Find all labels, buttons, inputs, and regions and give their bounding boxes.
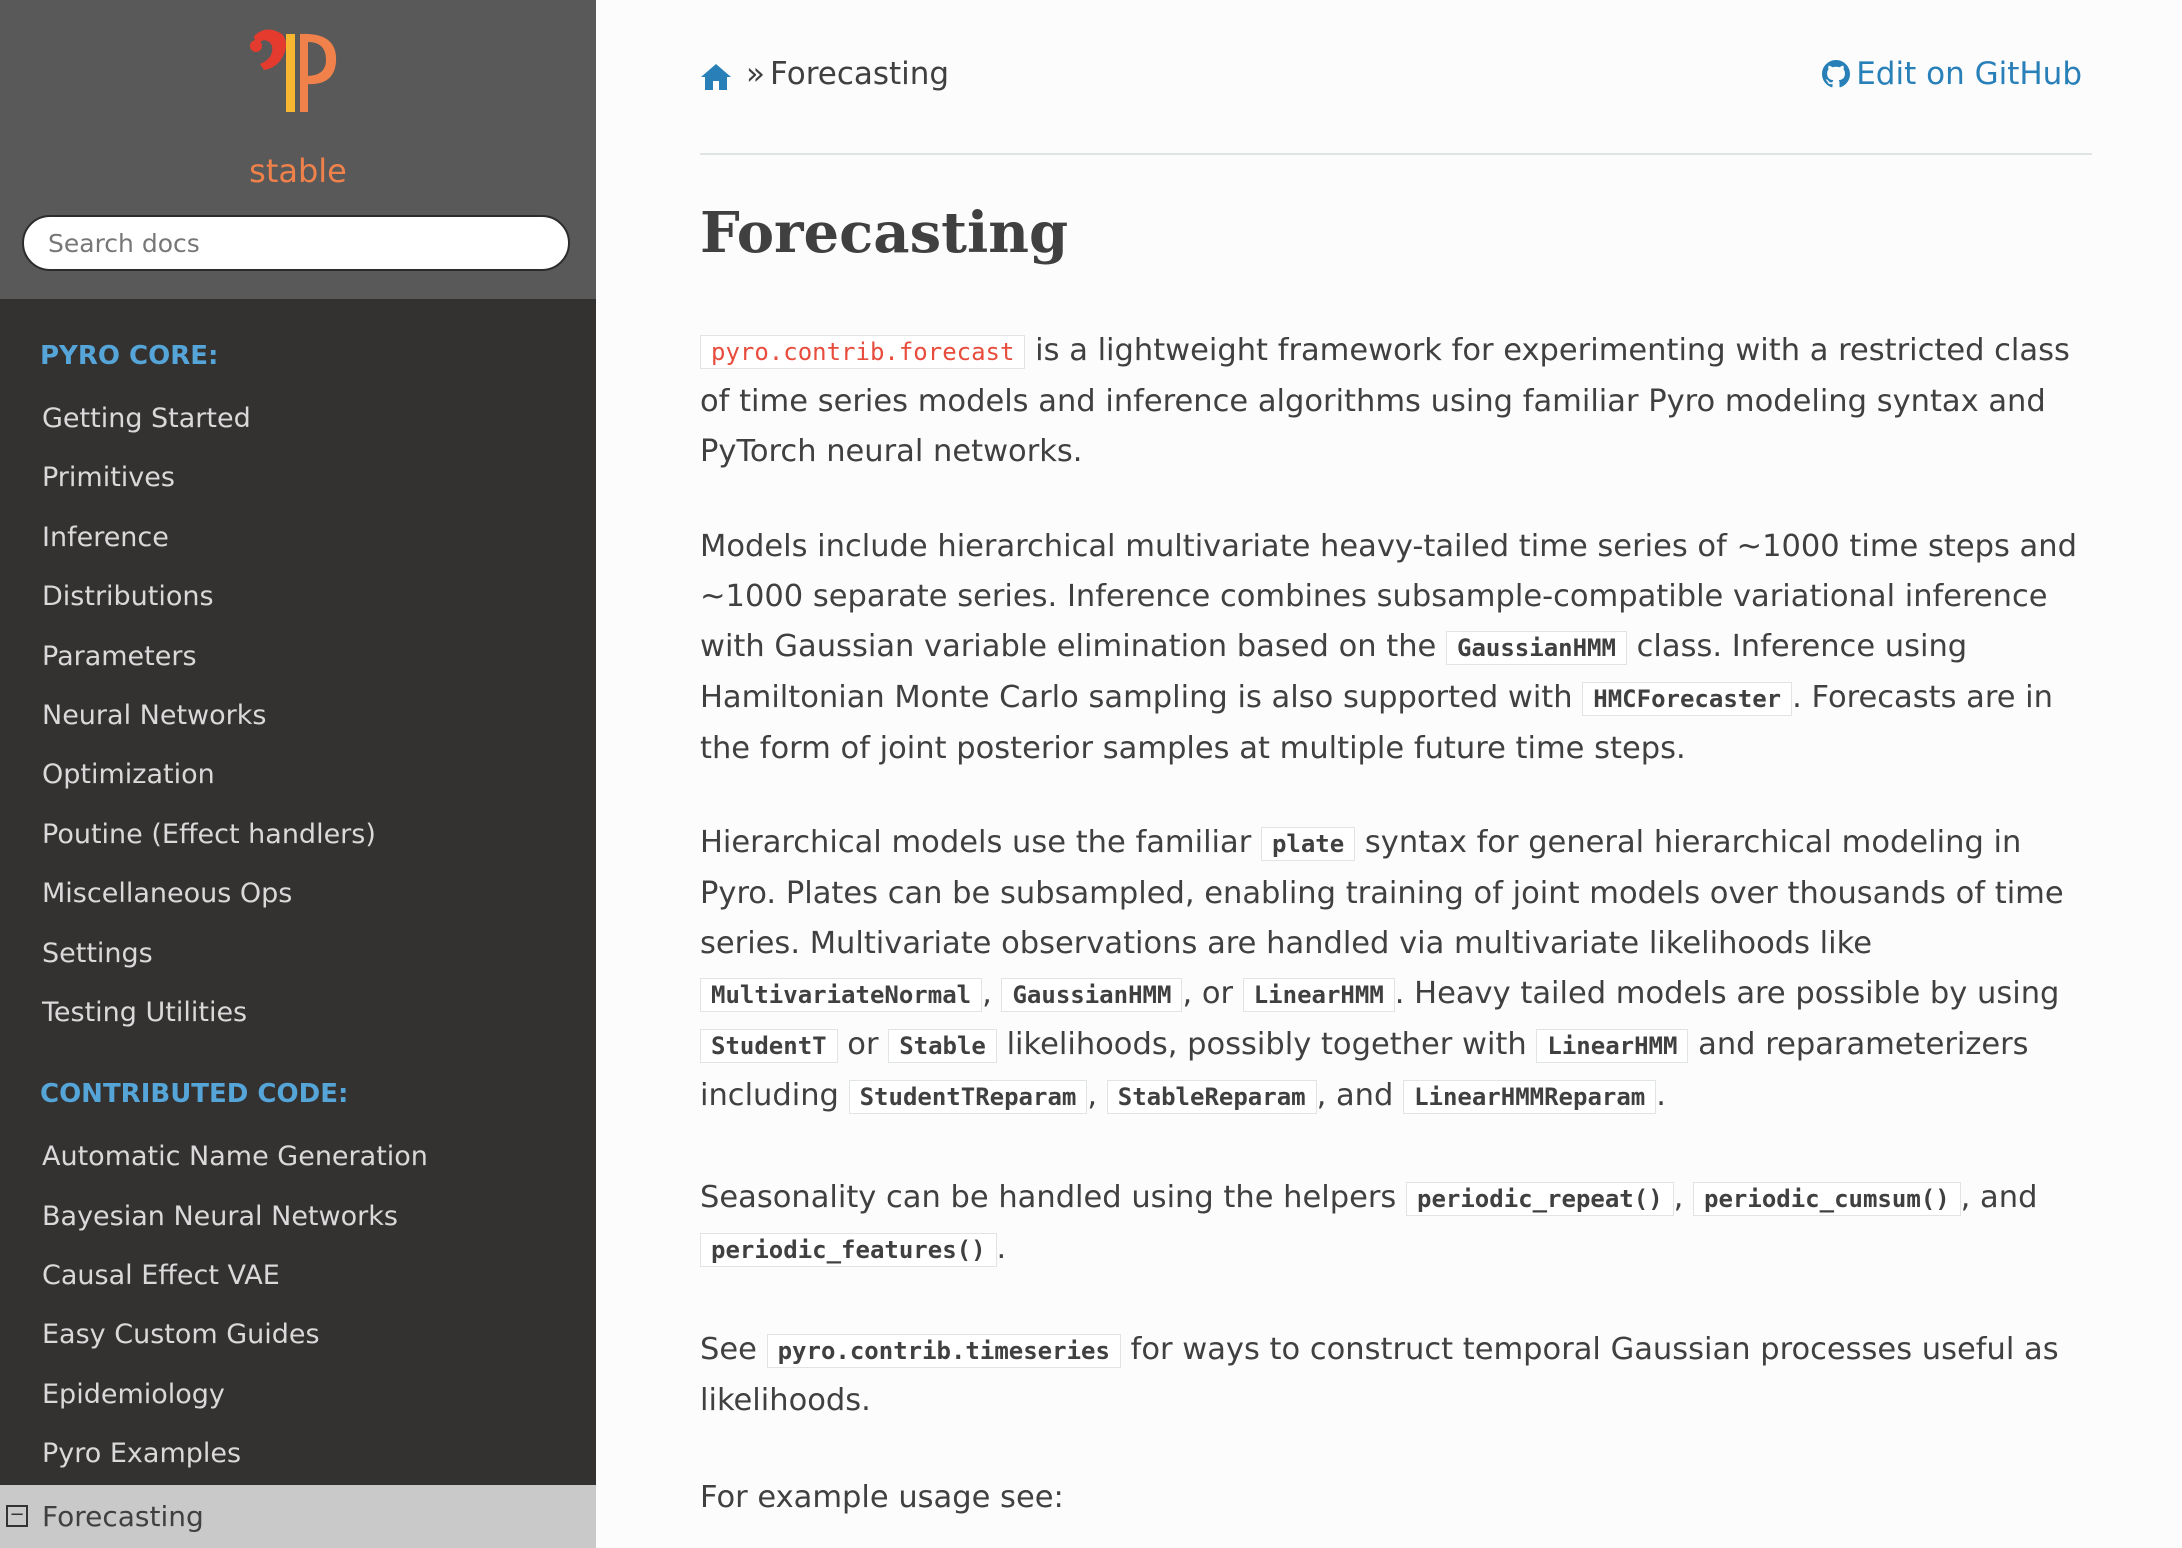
nav-item-poutine[interactable]: Poutine (Effect handlers) [42,818,376,850]
nav-item-pyro-examples[interactable]: Pyro Examples [42,1438,242,1470]
paragraph-example-usage: For example usage see: [700,1480,1064,1515]
nav-item-optimization[interactable]: Optimization [42,759,215,791]
paragraph-text: syntax for general hierarchical modeling in Pyro. Plates can be subsampled, enabling training of joint models over thousands of time series. Multivariate observations are handled via multivariate likelihoods like [700,825,2064,961]
breadcrumb-separator: » [746,56,765,92]
page-title: Forecasting [700,200,1069,266]
inline-code[interactable]: LinearHMM [1536,1029,1688,1063]
paragraph-text: and reparameterizers including [700,1027,2029,1113]
paragraph-text: class. Inference using Hamiltonian Monte Carlo sampling is also supported with [700,629,1968,715]
nav-item-getting-started[interactable]: Getting Started [42,403,251,434]
nav-current-label: Forecasting [42,1500,204,1533]
header-divider [700,153,2092,155]
paragraph-text: See [700,1332,767,1367]
search-input[interactable] [22,215,570,271]
paragraph-hierarchical [700,818,2092,1122]
inline-code[interactable]: StudentT [700,1029,838,1063]
inline-code[interactable]: pyro.contrib.forecast [700,335,1025,369]
nav-item-easy-custom-guides[interactable]: Easy Custom Guides [42,1319,320,1351]
nav-item-parameters[interactable]: Parameters [42,640,197,672]
nav-item-miscellaneous-ops[interactable]: Miscellaneous Ops [42,878,293,910]
paragraph-text: or [837,1027,889,1062]
github-icon [1822,60,1850,88]
inline-code[interactable]: plate [1261,827,1355,861]
paragraph-text: Hierarchical models use the familiar [700,825,1261,860]
paragraph-text: , or [1182,976,1243,1011]
paragraph-text: , [1087,1078,1107,1113]
caption-contributed-code: CONTRIBUTED CODE: [40,1079,349,1110]
inline-code[interactable]: HMCForecaster [1582,682,1792,716]
nav-item-epidemiology[interactable]: Epidemiology [42,1378,225,1410]
paragraph-text: , [982,976,1002,1011]
paragraph-text: , [1673,1180,1694,1215]
nav-item-inference[interactable]: Inference [42,521,169,553]
paragraph-see [700,1325,2092,1426]
nav-item-testing-utilities[interactable]: Testing Utilities [42,996,248,1028]
paragraph-text: . Heavy tailed models are possible by using [1394,976,2060,1011]
paragraph-text: is a lightweight framework for experimenting with a restricted class of time series models and inference algorithms using familiar Pyro modeling syntax and PyTorch neural networks. [700,333,2070,469]
paragraph-text: . [996,1231,1007,1266]
paragraph-text: Seasonality can be handled using the helpers [700,1180,1406,1215]
paragraph-text: . Forecasts are in the form of joint posterior samples at multiple future time steps. [700,680,2053,766]
inline-code[interactable]: periodic_cumsum() [1693,1182,1961,1216]
paragraph-text: for ways to construct temporal Gaussian processes useful as likelihoods. [700,1332,2059,1418]
paragraph-text: . [1656,1078,1666,1113]
paragraph-intro [700,326,2092,477]
paragraph-seasonality [700,1173,2092,1275]
breadcrumb [700,56,2092,100]
nav-item-settings[interactable]: Settings [42,937,153,969]
inline-code[interactable]: LinearHMM [1243,978,1395,1012]
paragraph-text: Models include hierarchical multivariate heavy-tailed time series of ~1000 time steps and ~1000 separate series. Inference combines subsample-compatible variational inference with Gaussian variable elimination based on the [700,529,2077,664]
inline-code[interactable]: GaussianHMM [1446,631,1627,665]
sidebar-header [0,0,596,299]
nav-item-forecasting-current[interactable] [0,1485,596,1548]
nav-item-bayesian-neural-networks[interactable]: Bayesian Neural Networks [42,1200,398,1232]
pyro-logo[interactable] [246,24,346,116]
paragraph-text: , and [1960,1180,2038,1215]
inline-code[interactable]: Stable [888,1029,997,1063]
nav-item-automatic-name-generation[interactable]: Automatic Name Generation [42,1141,428,1173]
nav-item-neural-networks[interactable]: Neural Networks [42,699,267,731]
paragraph-models [700,522,2092,774]
home-icon[interactable] [700,62,732,92]
paragraph-text: likelihoods, possibly together with [996,1027,1537,1062]
inline-code[interactable]: periodic_features() [700,1233,997,1267]
sidebar [0,0,596,1548]
version-label[interactable]: stable [249,152,347,190]
inline-code[interactable]: MultivariateNormal [700,978,982,1012]
nav-item-causal-effect-vae[interactable]: Causal Effect VAE [42,1260,280,1292]
paragraph-text: , and [1316,1078,1404,1113]
edit-on-github-link[interactable] [1822,56,2082,92]
inline-code[interactable]: StudentTReparam [849,1080,1088,1114]
inline-code[interactable]: pyro.contrib.timeseries [767,1334,1121,1368]
caption-pyro-core: PYRO CORE: [40,341,219,371]
sidebar-nav [0,299,596,1484]
nav-item-distributions[interactable]: Distributions [42,581,214,613]
inline-code[interactable]: GaussianHMM [1001,978,1182,1012]
nav-item-primitives[interactable]: Primitives [42,462,175,494]
inline-code[interactable]: periodic_repeat() [1406,1182,1674,1216]
inline-code[interactable]: StableReparam [1107,1080,1317,1114]
collapse-toggle-icon[interactable]: − [6,1505,28,1527]
edit-on-github-label: Edit on GitHub [1856,56,2082,92]
inline-code[interactable]: LinearHMMReparam [1403,1080,1656,1114]
breadcrumb-current: Forecasting [770,56,950,92]
